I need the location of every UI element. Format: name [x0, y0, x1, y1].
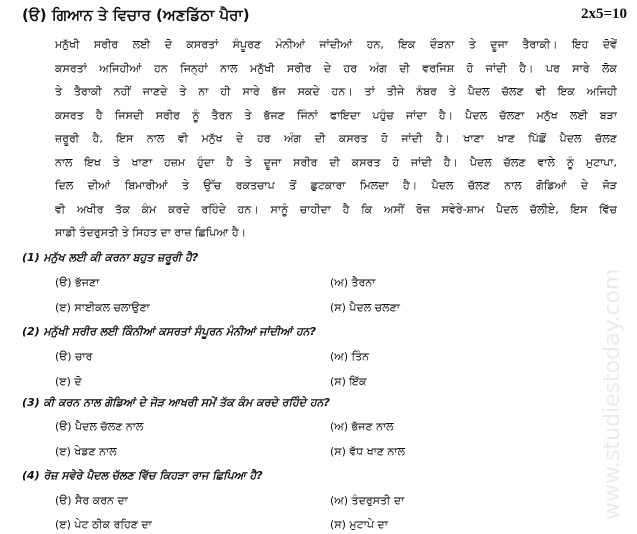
- option-2b: (ਅ) ਤਿੰਨ: [330, 350, 369, 363]
- option-4a: (ੳ) ਸੈਰ ਕਰਨ ਦਾ: [55, 494, 128, 507]
- option-1d: (ਸ) ਪੈਦਲ ਚਲਣਾ: [330, 301, 400, 314]
- option-1a: (ੳ) ਭੱਜਣਾ: [55, 276, 100, 289]
- passage: [55, 33, 617, 245]
- option-3c: (ੲ) ਖੇਡਣ ਨਾਲ: [55, 445, 117, 458]
- option-2d: (ਸ) ਇੱਕ: [330, 375, 367, 388]
- section-title: (ੳ) ਗਿਆਨ ਤੇ ਵਿਚਾਰ (ਅਣਡਿੱਠਾ ਪੈਰਾ): [22, 6, 250, 24]
- option-3d: (ਸ) ਵੱਧ ਖਾਣ ਨਾਲ: [330, 445, 405, 458]
- passage-line: ਵੀ ਅਖੀਰ ਤੱਕ ਕੰਮ ਕਰਦੇ ਰਹਿੰਦੇ ਹਨ। ਸਾਨੂੰ ਚਾਹੀਦਾ ਹੈ ਕਿ ਅਸੀਂ ਰੋਜ਼ ਸਵੇਰੇ-ਸ਼ਾਮ ਪੈਦਲ ਚੱਲੀਏ, ਇਸ ਵਿੱਚ: [55, 202, 617, 216]
- passage-line: ਦਿਲ ਦੀਆਂ ਬਿਮਾਰੀਆਂ ਤੇ ਉੱਚ ਰਕਤਚਾਪ ਤੋਂ ਛੁਟਕਾਰਾ ਮਿਲਦਾ ਹੈ। ਪੈਦਲ ਚੱਲਣ ਨਾਲ ਗੋਡਿਆਂ ਦੇ ਜੋੜ: [55, 179, 617, 192]
- option-3b: (ਅ) ਭੱਜਣ ਨਾਲ: [330, 420, 394, 433]
- option-2a: (ੳ) ਚਾਰ: [55, 350, 93, 363]
- passage-line: ਨਾਲ ਇਖ ਤੇ ਖਾਣਾ ਹਜ਼ਮ ਹੁੰਦਾ ਹੈ ਤੇ ਦੂਜਾ ਸਰੀਰ ਦੀ ਕਸਰਤ ਹੋ ਜਾਂਦੀ ਹੈ। ਪੈਦਲ ਚੱਲਣ ਵਾਲੇ ਨੂੰ ਮੁਟਾਪਾ,: [55, 155, 617, 169]
- option-3a: (ੳ) ਪੈਦਲ ਚੱਲਣ ਨਾਲ: [55, 420, 144, 433]
- option-4d: (ਸ) ਮੁਟਾਪੇ ਦਾ: [330, 518, 388, 531]
- question-2: (2) ਮਨੁੱਖੀ ਸਰੀਰ ਲਈ ਕਿੰਨੀਆਂ ਕਸਰਤਾਂ ਸੰਪੂਰਨ ਮੰਨੀਆਂ ਜਾਂਦੀਆਂ ਹਨ?: [22, 325, 316, 338]
- option-2c: (ੲ) ਦੋ: [55, 375, 82, 388]
- option-4b: (ਅ) ਤੰਦਰੁਸਤੀ ਦਾ: [330, 494, 405, 507]
- passage-line: ਤੇ ਤੈਰਾਕੀ ਨਹੀਂ ਜਾਣਦੇ ਤੇ ਨਾ ਹੀ ਸਾਰੇ ਭੱਜ ਸਕਦੇ ਹਨ। ਤਾਂ ਤੀਜੇ ਨੰਬਰ ਤੇ ਪੈਦਲ ਚੱਲਣ ਵੀ ਇਕ ਅਜਿਹੀ: [55, 85, 617, 98]
- option-1b: (ਅ) ਤੈਰਨਾ: [330, 276, 376, 289]
- watermark: www.studiestoday.com: [600, 268, 625, 520]
- passage-line: ਸਾਡੀ ਤੰਦਰੁਸਤੀ ਤੇ ਸਿਹਤ ਦਾ ਰਾਜ਼ ਛਿਪਿਆ ਹੈ।: [55, 226, 247, 239]
- passage-line: ਕਸਰਤਾਂ ਅਜਿਹੀਆਂ ਹਨ ਜਿਨ੍ਹਾਂ ਨਾਲ ਮਨੁੱਖੀ ਸਰੀਰ ਦੇ ਹਰ ਅੰਗ ਦੀ ਵਰਜਿਸ਼ ਹੋ ਜਾਂਦੀ ਹੈ। ਪਰ ਸਾਰੇ ਲੋਕ: [55, 61, 617, 75]
- passage-line: ਜ਼ਰੂਰੀ ਹੈ, ਇਸ ਨਾਲ ਵੀ ਮਨੁੱਖ ਦੇ ਹਰ ਅੰਗ ਦੀ ਕਸਰਤ ਹੋ ਜਾਂਦੀ ਹੈ। ਖਾਣਾ ਖਾਣ ਪਿੱਛੋਂ ਪੈਦਲ ਚੱਲਣ: [55, 132, 617, 145]
- passage-line: ਮਨੁੱਖੀ ਸਰੀਰ ਲਈ ਦੋ ਕਸਰਤਾਂ ਸੰਪੂਰਣ ਮੰਨੀਆਂ ਜਾਂਦੀਆਂ ਹਨ, ਇਕ ਦੌੜਨਾ ਤੇ ਦੂਜਾ ਤੈਰਾਕੀ। ਇਹ ਦੋਵੇਂ: [55, 38, 617, 51]
- marks-label: 2x5=10: [580, 6, 627, 22]
- passage-line: ਕਸਰਤ ਹੈ ਜਿਸਦੀ ਸਰੀਰ ਨੂੰ ਤੈਰਨ ਤੇ ਭੱਜਣ ਜਿੰਨਾਂ ਫਾਇਦਾ ਪਹੁੰਚ ਜਾਂਦਾ ਹੈ। ਪੈਦਲ ਚੱਲਣਾ ਮਨੁੱਖ ਲਈ ਬੜਾ: [55, 108, 617, 122]
- option-1c: (ੲ) ਸਾਈਕਲ ਚਲਾਉਣਾ: [55, 301, 150, 314]
- question-1: (1) ਮਨੁੱਖ ਲਈ ਕੀ ਕਰਨਾ ਬਹੁਤ ਜ਼ਰੂਰੀ ਹੈ?: [22, 251, 199, 264]
- question-3: (3) ਕੀ ਕਰਨ ਨਾਲ ਗੋਡਿਆਂ ਦੇ ਜੋੜ ਆਖਰੀ ਸਮੇਂ ਤੱਕ ਕੰਮ ਕਰਦੇ ਰਹਿੰਦੇ ਹਨ?: [22, 396, 330, 409]
- question-4: (4) ਰੋਜ਼ ਸਵੇਰੇ ਪੈਦਲ ਚੱਲਣ ਵਿੱਚ ਕਿਹੜਾ ਰਾਜ ਛਿਪਿਆ ਹੈ?: [22, 469, 263, 482]
- option-4c: (ੲ) ਪੇਟ ਠੀਕ ਰਹਿਣ ਦਾ: [55, 518, 152, 531]
